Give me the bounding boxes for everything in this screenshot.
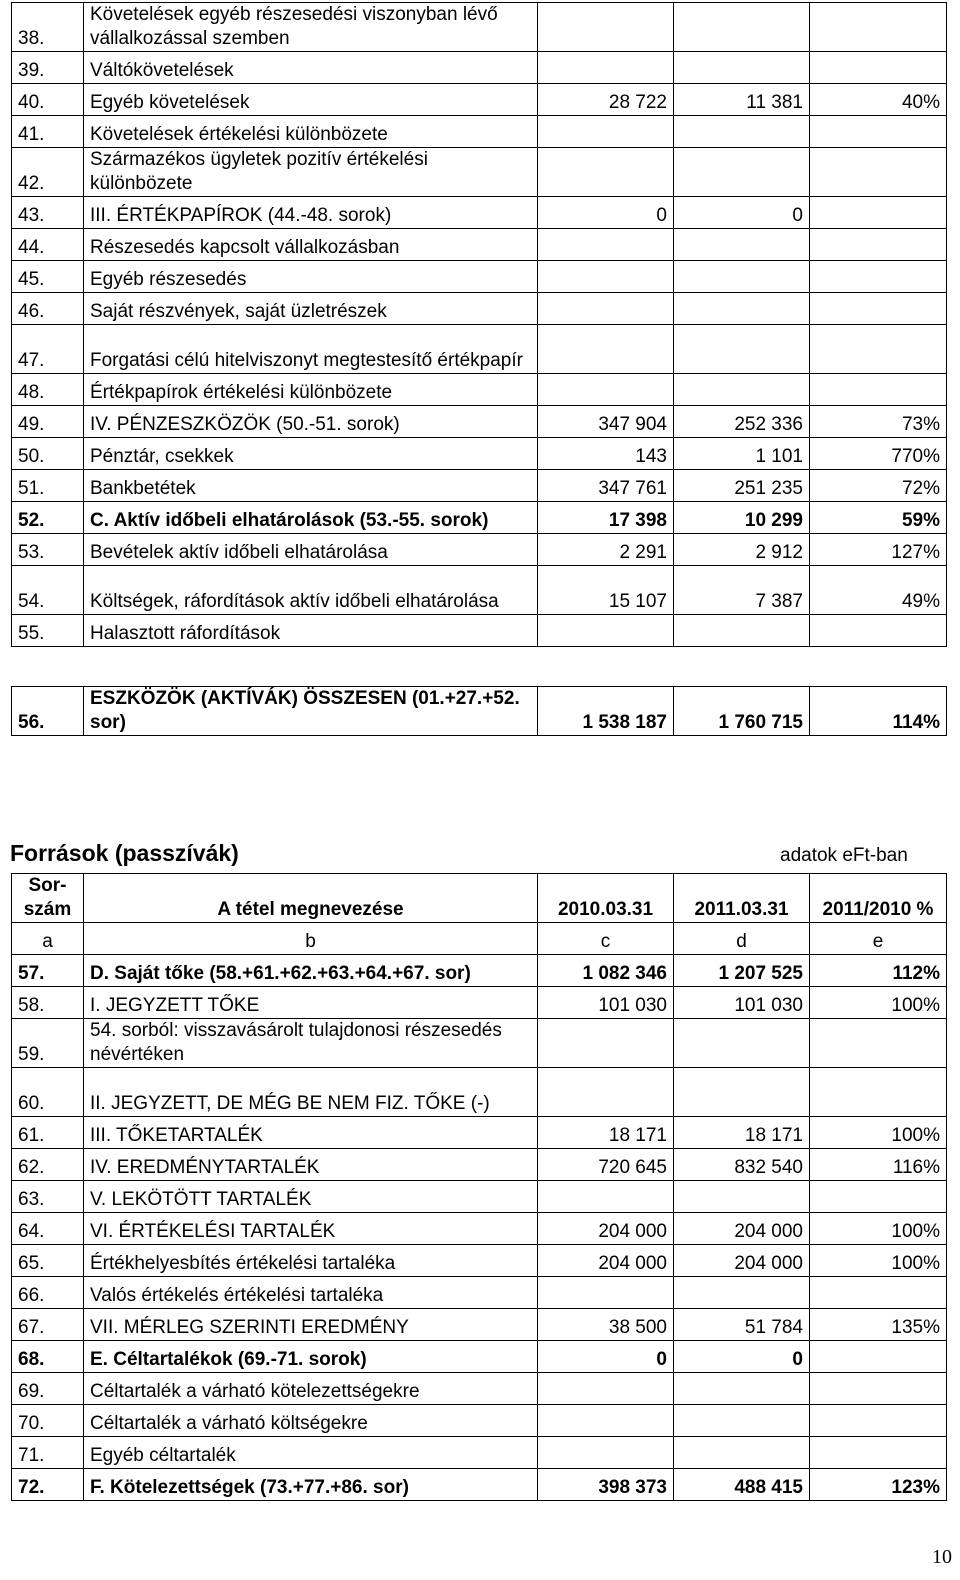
value-ratio [810,293,947,325]
row-label: II. JEGYZETT, DE MÉG BE NEM FIZ. TŐKE (-) [84,1068,538,1117]
value-ratio: 116% [810,1149,947,1181]
value-2011 [674,615,810,647]
row-label: VI. ÉRTÉKELÉSI TARTALÉK [84,1213,538,1245]
row-number: 49. [12,406,84,438]
value-2010: 18 171 [538,1117,674,1149]
row-number: 62. [12,1149,84,1181]
value-ratio [810,1437,947,1469]
value-ratio [810,148,947,197]
row-number: 53. [12,534,84,566]
value-2011: 2 912 [674,534,810,566]
value-2010 [538,3,674,52]
section-title: Források (passzívák) [10,840,239,866]
value-2011 [674,229,810,261]
header-ratio: 2011/2010 % [810,874,947,923]
row-number: 50. [12,438,84,470]
letters-row [12,923,947,955]
value-ratio [810,1373,947,1405]
row-number: 68. [12,1341,84,1373]
value-ratio: 40% [810,84,947,116]
row-number: 45. [12,261,84,293]
value-2010 [538,615,674,647]
row-number: 64. [12,1213,84,1245]
row-label: Költségek, ráfordítások aktív időbeli elhatárolása [84,566,538,615]
table-row [12,148,947,197]
value-2010: 398 373 [538,1469,674,1501]
header-name: A tétel megnevezése [84,874,538,923]
value-ratio: 114% [810,687,947,736]
value-2011: 7 387 [674,566,810,615]
row-number: 46. [12,293,84,325]
table-row [12,1149,947,1181]
value-2011: 204 000 [674,1213,810,1245]
row-label: Váltókövetelések [84,52,538,84]
value-ratio [810,197,947,229]
value-ratio [810,1277,947,1309]
value-2010: 347 761 [538,470,674,502]
value-2010: 720 645 [538,1149,674,1181]
row-number: 47. [12,325,84,374]
row-label: Egyéb követelések [84,84,538,116]
header-2011: 2011.03.31 [674,874,810,923]
value-2011 [674,1277,810,1309]
row-label: C. Aktív időbeli elhatárolások (53.-55. sorok) [84,502,538,534]
row-number: 54. [12,566,84,615]
liabilities-table [11,873,947,1501]
row-label: Pénztár, csekkek [84,438,538,470]
value-2011: 1 760 715 [674,687,810,736]
row-number: 56. [12,687,84,736]
row-label: Céltartalék a várható költségekre [84,1405,538,1437]
value-2011: 10 299 [674,502,810,534]
row-label: IV. EREDMÉNYTARTALÉK [84,1149,538,1181]
value-2010: 1 082 346 [538,955,674,987]
row-number: 41. [12,116,84,148]
table-row [12,566,947,615]
value-2011: 204 000 [674,1245,810,1277]
row-number: 55. [12,615,84,647]
value-ratio [810,1405,947,1437]
row-label: D. Saját tőke (58.+61.+62.+63.+64.+67. sor) [84,955,538,987]
value-2011 [674,52,810,84]
value-2010: 28 722 [538,84,674,116]
row-label: ESZKÖZÖK (AKTÍVÁK) ÖSSZESEN (01.+27.+52. sor) [84,687,538,736]
row-label: III. TŐKETARTALÉK [84,1117,538,1149]
value-ratio [810,325,947,374]
value-ratio [810,229,947,261]
value-2010: 15 107 [538,566,674,615]
table-row [12,1213,947,1245]
table-row [12,987,947,1019]
row-label: Halasztott ráfordítások [84,615,538,647]
value-2010: 204 000 [538,1213,674,1245]
value-2010 [538,1373,674,1405]
table-row [12,1181,947,1213]
value-2010: 1 538 187 [538,687,674,736]
row-number: 57. [12,955,84,987]
table-row [12,1405,947,1437]
row-label: III. ÉRTÉKPAPÍROK (44.-48. sorok) [84,197,538,229]
value-2010 [538,1405,674,1437]
table-row [12,1277,947,1309]
value-ratio: 100% [810,1245,947,1277]
value-2011 [674,1068,810,1117]
row-label: Értékpapírok értékelési különbözete [84,374,538,406]
row-number: 40. [12,84,84,116]
row-number: 70. [12,1405,84,1437]
value-2011 [674,261,810,293]
row-label: Valós értékelés értékelési tartaléka [84,1277,538,1309]
value-2010 [538,325,674,374]
value-2011: 1 101 [674,438,810,470]
value-2011 [674,3,810,52]
value-ratio: 100% [810,1117,947,1149]
table-row [12,52,947,84]
row-label: VII. MÉRLEG SZERINTI EREDMÉNY [84,1309,538,1341]
value-2010: 2 291 [538,534,674,566]
row-label: IV. PÉNZESZKÖZÖK (50.-51. sorok) [84,406,538,438]
value-2010 [538,261,674,293]
table-row [12,197,947,229]
value-ratio: 100% [810,1213,947,1245]
letter-d: d [674,923,810,955]
header-2010: 2010.03.31 [538,874,674,923]
value-2011: 832 540 [674,1149,810,1181]
value-ratio [810,374,947,406]
row-number: 48. [12,374,84,406]
value-2010 [538,1181,674,1213]
value-2010: 0 [538,1341,674,1373]
row-number: 67. [12,1309,84,1341]
table-row [12,1245,947,1277]
row-number: 59. [12,1019,84,1068]
value-2011: 51 784 [674,1309,810,1341]
row-label: Bevételek aktív időbeli elhatárolása [84,534,538,566]
value-ratio: 135% [810,1309,947,1341]
value-ratio: 72% [810,470,947,502]
value-ratio [810,3,947,52]
value-2010 [538,1277,674,1309]
value-2010 [538,293,674,325]
value-2010: 0 [538,197,674,229]
value-ratio [810,1019,947,1068]
value-2010 [538,374,674,406]
row-number: 61. [12,1117,84,1149]
value-2011 [674,1181,810,1213]
row-number: 66. [12,1277,84,1309]
value-2011: 252 336 [674,406,810,438]
row-label: Egyéb céltartalék [84,1437,538,1469]
value-2010 [538,229,674,261]
unit-note: adatok eFt-ban [780,845,908,866]
value-2010 [538,1068,674,1117]
value-2010 [538,116,674,148]
value-2010: 17 398 [538,502,674,534]
value-2011 [674,1019,810,1068]
table-row [12,261,947,293]
table-row [12,229,947,261]
row-label: Céltartalék a várható kötelezettségekre [84,1373,538,1405]
table-row [12,615,947,647]
row-number: 71. [12,1437,84,1469]
page-number: 10 [932,1546,952,1568]
table-row [12,1469,947,1501]
value-2010: 38 500 [538,1309,674,1341]
row-number: 65. [12,1245,84,1277]
value-2011 [674,293,810,325]
value-ratio: 770% [810,438,947,470]
value-2011: 11 381 [674,84,810,116]
table-row [12,84,947,116]
value-ratio: 127% [810,534,947,566]
row-number: 52. [12,502,84,534]
header-number: Sor-szám [12,874,84,923]
value-2011: 0 [674,1341,810,1373]
value-2011 [674,116,810,148]
row-number: 44. [12,229,84,261]
value-2011: 1 207 525 [674,955,810,987]
table-row [12,3,947,52]
value-2011: 488 415 [674,1469,810,1501]
row-label: V. LEKÖTÖTT TARTALÉK [84,1181,538,1213]
value-ratio: 59% [810,502,947,534]
value-2011 [674,1373,810,1405]
row-number: 51. [12,470,84,502]
letter-b: b [84,923,538,955]
letter-a: a [12,923,84,955]
table-row [12,1117,947,1149]
row-number: 58. [12,987,84,1019]
value-ratio: 49% [810,566,947,615]
row-label: Értékhelyesbítés értékelési tartaléka [84,1245,538,1277]
table-row [12,1309,947,1341]
value-2010 [538,1019,674,1068]
header-row [12,874,947,923]
row-number: 60. [12,1068,84,1117]
value-ratio [810,52,947,84]
table-row [12,406,947,438]
value-2011 [674,374,810,406]
row-number: 39. [12,52,84,84]
table-row [12,470,947,502]
value-2010: 101 030 [538,987,674,1019]
value-ratio [810,615,947,647]
row-label: Bankbetétek [84,470,538,502]
row-label: Saját részvények, saját üzletrészek [84,293,538,325]
table-row [12,325,947,374]
row-number: 69. [12,1373,84,1405]
value-ratio [810,116,947,148]
value-ratio: 112% [810,955,947,987]
assets-table [11,2,947,647]
value-ratio [810,1068,947,1117]
value-2011: 0 [674,197,810,229]
value-2011: 18 171 [674,1117,810,1149]
row-label: E. Céltartalékok (69.-71. sorok) [84,1341,538,1373]
row-number: 72. [12,1469,84,1501]
value-2011 [674,148,810,197]
value-2010 [538,52,674,84]
value-2010: 204 000 [538,1245,674,1277]
row-label: Részesedés kapcsolt vállalkozásban [84,229,538,261]
value-ratio [810,1181,947,1213]
value-2011 [674,325,810,374]
value-ratio: 100% [810,987,947,1019]
value-2010 [538,148,674,197]
value-ratio: 73% [810,406,947,438]
value-ratio [810,261,947,293]
value-2011 [674,1405,810,1437]
value-ratio [810,1341,947,1373]
table-row [12,116,947,148]
total-row [12,687,947,736]
row-number: 42. [12,148,84,197]
table-row [12,374,947,406]
value-2010 [538,1437,674,1469]
value-2011 [674,1437,810,1469]
table-row [12,1019,947,1068]
row-label: Származékos ügyletek pozitív értékelési különbözete [84,148,538,197]
letter-c: c [538,923,674,955]
table-row [12,502,947,534]
table-row [12,293,947,325]
value-2011: 101 030 [674,987,810,1019]
value-2010: 347 904 [538,406,674,438]
table-row [12,955,947,987]
table-row [12,1437,947,1469]
table-row [12,1373,947,1405]
assets-total-table [11,686,947,736]
value-ratio: 123% [810,1469,947,1501]
row-label: 54. sorból: visszavásárolt tulajdonosi részesedés névértéken [84,1019,538,1068]
row-number: 63. [12,1181,84,1213]
value-2010: 143 [538,438,674,470]
row-number: 38. [12,3,84,52]
row-label: Követelések értékelési különbözete [84,116,538,148]
row-number: 43. [12,197,84,229]
row-label: Egyéb részesedés [84,261,538,293]
row-label: Követelések egyéb részesedési viszonyban lévő vállalkozással szemben [84,3,538,52]
table-row [12,1341,947,1373]
value-2011: 251 235 [674,470,810,502]
row-label: I. JEGYZETT TŐKE [84,987,538,1019]
table-row [12,534,947,566]
table-row [12,438,947,470]
row-label: Forgatási célú hitelviszonyt megtestesítő értékpapír [84,325,538,374]
table-row [12,1068,947,1117]
letter-e: e [810,923,947,955]
row-label: F. Kötelezettségek (73.+77.+86. sor) [84,1469,538,1501]
